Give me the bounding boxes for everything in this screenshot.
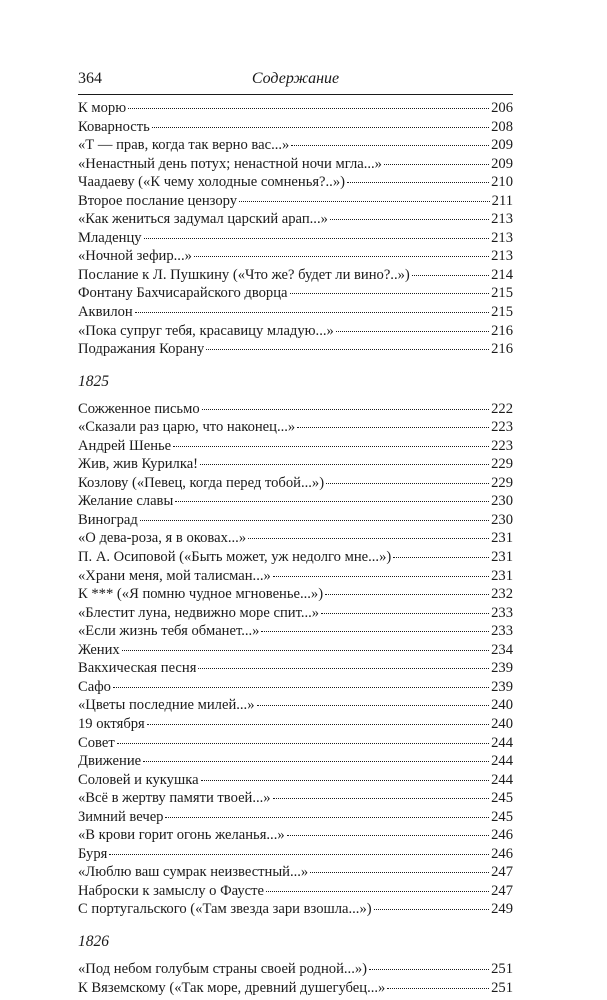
dot-leader <box>198 668 489 669</box>
entry-title: Второе послание цензору <box>78 192 238 209</box>
entry-page-number: 251 <box>491 960 513 977</box>
entry-title: «Цветы последние милей...» <box>78 697 255 714</box>
dot-leader <box>273 798 490 799</box>
dot-leader <box>266 891 489 892</box>
dot-leader <box>326 483 489 484</box>
entry-title: «О дева-роза, я в оковах...» <box>78 530 247 547</box>
entry-page-number: 213 <box>491 248 513 265</box>
toc-entry <box>78 752 513 771</box>
entry-title: Наброски к замыслу о Фаусте <box>78 882 264 899</box>
toc-entry <box>78 247 513 266</box>
dot-leader <box>152 127 489 128</box>
dot-leader <box>135 312 489 313</box>
toc-entry <box>78 826 513 845</box>
entry-page-number: 223 <box>491 419 513 436</box>
entry-title: Чаадаеву («К чему холодные сомненья?..») <box>78 174 345 191</box>
toc-entry <box>78 229 513 248</box>
entry-title: К *** («Я помню чудное мгновенье...») <box>78 586 324 603</box>
dot-leader <box>113 687 489 688</box>
dot-leader <box>109 854 489 855</box>
toc-entry <box>78 455 513 474</box>
entry-page-number: 222 <box>491 400 513 417</box>
entry-page-number: 206 <box>491 100 513 116</box>
dot-leader <box>310 872 489 873</box>
entry-page-number: 231 <box>491 549 513 566</box>
toc-entry <box>78 789 513 808</box>
toc-entry <box>78 882 513 901</box>
dot-leader <box>261 631 489 632</box>
dot-leader <box>412 275 489 276</box>
entry-page-number: 230 <box>491 493 513 510</box>
entry-title: К Вяземскому («Так море, древний душегубец...» <box>78 979 386 996</box>
dot-leader <box>239 201 490 202</box>
toc-entry <box>78 511 513 530</box>
entry-page-number: 210 <box>491 174 513 191</box>
entry-title: «В крови горит огонь желанья...» <box>78 827 285 844</box>
entry-title: Андрей Шенье <box>78 437 172 454</box>
entry-title: «Т — прав, когда так верно вас...» <box>78 137 290 154</box>
entry-title: Сожженное письмо <box>78 400 200 417</box>
entry-page-number: 215 <box>491 285 513 302</box>
dot-leader <box>248 538 489 539</box>
entry-page-number: 216 <box>491 341 513 358</box>
entry-title: Зимний вечер <box>78 808 164 825</box>
toc-entry <box>78 678 513 697</box>
dot-leader <box>374 909 490 910</box>
dot-leader <box>200 464 489 465</box>
toc-section <box>78 372 513 919</box>
dot-leader <box>202 409 489 410</box>
entry-title: Козлову («Певец, когда перед тобой...») <box>78 474 325 491</box>
toc-entry <box>78 771 513 790</box>
entry-page-number: 239 <box>491 660 513 677</box>
toc-entry <box>78 474 513 493</box>
entry-page-number: 245 <box>491 790 513 807</box>
entry-title: Подражания Корану <box>78 341 205 358</box>
toc-entry <box>78 136 513 155</box>
dot-leader <box>291 145 489 146</box>
entry-page-number: 245 <box>491 808 513 825</box>
toc-entry <box>78 400 513 419</box>
toc-entry <box>78 900 513 919</box>
entry-title: «Пока супруг тебя, красавицу младую...» <box>78 322 334 339</box>
dot-leader <box>290 293 490 294</box>
entry-page-number: 249 <box>491 901 513 918</box>
dot-leader <box>257 705 490 706</box>
entry-title: Фонтану Бахчисарайского дворца <box>78 285 288 302</box>
entry-title: «Если жизнь тебя обманет...» <box>78 623 260 640</box>
entry-page-number: 240 <box>491 697 513 714</box>
entry-page-number: 234 <box>491 641 513 658</box>
entry-page-number: 213 <box>491 229 513 246</box>
entry-page-number: 247 <box>491 864 513 881</box>
entry-title: Жив, жив Курилка! <box>78 456 199 473</box>
entry-title: «Под небом голубым страны своей родной...») <box>78 960 367 977</box>
toc-entry <box>78 567 513 586</box>
dot-leader <box>321 613 489 614</box>
entry-title: «Ночной зефир...» <box>78 248 192 265</box>
dot-leader <box>173 446 489 447</box>
entry-title: П. А. Осиповой («Быть может, уж недолго мне...») <box>78 549 392 566</box>
entry-title: 19 октября <box>78 715 145 732</box>
entry-page-number: 244 <box>491 753 513 770</box>
section-year-heading: 1825 <box>78 372 109 390</box>
entry-title: Коварность <box>78 118 150 135</box>
entry-page-number: 239 <box>491 678 513 695</box>
dot-leader <box>165 817 489 818</box>
page-number: 364 <box>78 70 102 87</box>
entry-page-number: 231 <box>491 567 513 584</box>
entry-title: «Ненастный день потух; ненастной ночи мгла...» <box>78 155 382 172</box>
dot-leader <box>330 219 489 220</box>
dot-leader <box>393 557 489 558</box>
dot-leader <box>194 256 489 257</box>
dot-leader <box>287 835 489 836</box>
dot-leader <box>336 331 489 332</box>
toc-list <box>78 99 513 997</box>
toc-entry <box>78 845 513 864</box>
dot-leader <box>175 501 489 502</box>
toc-entry <box>78 192 513 211</box>
toc-entry <box>78 418 513 437</box>
entry-page-number: 231 <box>491 530 513 547</box>
entry-page-number: 251 <box>491 979 513 996</box>
entry-title: «Храни меня, мой талисман...» <box>78 567 271 584</box>
running-head-title: Содержание <box>251 70 340 87</box>
entry-title: Совет <box>78 734 115 751</box>
dot-leader <box>144 238 490 239</box>
entry-page-number: 244 <box>491 771 513 788</box>
entry-page-number: 211 <box>491 192 513 209</box>
entry-page-number: 229 <box>491 474 513 491</box>
entry-title: К морю <box>78 100 127 116</box>
entry-page-number: 247 <box>491 882 513 899</box>
toc-entry <box>78 696 513 715</box>
toc-section <box>78 99 513 359</box>
toc-entry <box>78 437 513 456</box>
toc-entry <box>78 99 513 118</box>
entry-title: Соловей и кукушка <box>78 771 199 788</box>
entry-title: Сафо <box>78 678 111 695</box>
entry-page-number: 229 <box>491 456 513 473</box>
dot-leader <box>117 743 489 744</box>
entry-page-number: 246 <box>491 845 513 862</box>
entry-title: «Люблю ваш сумрак неизвестный...» <box>78 864 309 881</box>
dot-leader <box>347 182 489 183</box>
toc-entry <box>78 529 513 548</box>
toc-entry <box>78 118 513 137</box>
entry-page-number: 233 <box>491 604 513 621</box>
entry-title: Аквилон <box>78 304 133 321</box>
toc-entry <box>78 173 513 192</box>
entry-page-number: 246 <box>491 827 513 844</box>
entry-page-number: 244 <box>491 734 513 751</box>
toc-entry <box>78 548 513 567</box>
toc-entry <box>78 659 513 678</box>
running-head <box>78 70 513 94</box>
toc-entry <box>78 622 513 641</box>
entry-title: Движение <box>78 753 142 770</box>
dot-leader <box>206 349 489 350</box>
entry-page-number: 216 <box>491 322 513 339</box>
entry-page-number: 213 <box>491 211 513 228</box>
toc-entry <box>78 641 513 660</box>
section-year-heading: 1826 <box>78 932 109 950</box>
toc-entry <box>78 266 513 285</box>
entry-page-number: 240 <box>491 715 513 732</box>
entry-page-number: 233 <box>491 623 513 640</box>
toc-entry <box>78 210 513 229</box>
entry-title: Буря <box>78 845 108 862</box>
toc-entry <box>78 585 513 604</box>
entry-title: Младенцу <box>78 229 142 246</box>
toc-entry <box>78 979 513 998</box>
entry-title: «Как жениться задумал царский арап...» <box>78 211 328 228</box>
dot-leader <box>147 724 489 725</box>
toc-entry <box>78 734 513 753</box>
dot-leader <box>122 650 489 651</box>
dot-leader <box>201 780 490 781</box>
header-rule <box>78 94 513 95</box>
toc-entry <box>78 960 513 979</box>
entry-title: Желание славы <box>78 493 174 510</box>
dot-leader <box>369 969 489 970</box>
toc-section <box>78 932 513 997</box>
dot-leader <box>140 520 489 521</box>
toc-page <box>78 70 513 997</box>
entry-page-number: 214 <box>491 266 513 283</box>
entry-title: Послание к Л. Пушкину («Что же? будет ли вино?..») <box>78 266 410 283</box>
toc-entry <box>78 322 513 341</box>
toc-entry <box>78 863 513 882</box>
entry-title: «Всё в жертву памяти твоей...» <box>78 790 271 807</box>
entry-page-number: 209 <box>491 155 513 172</box>
entry-page-number: 230 <box>491 511 513 528</box>
toc-entry <box>78 155 513 174</box>
entry-page-number: 208 <box>491 118 513 135</box>
toc-entry <box>78 284 513 303</box>
toc-entry <box>78 808 513 827</box>
dot-leader <box>387 988 489 989</box>
dot-leader <box>143 761 489 762</box>
entry-title: «Блестит луна, недвижно море спит...» <box>78 604 320 621</box>
dot-leader <box>297 427 489 428</box>
toc-entry <box>78 340 513 359</box>
toc-entry <box>78 492 513 511</box>
dot-leader <box>384 164 489 165</box>
entry-title: Виноград <box>78 511 138 528</box>
dot-leader <box>325 594 489 595</box>
entry-page-number: 209 <box>491 137 513 154</box>
entry-page-number: 215 <box>491 304 513 321</box>
dot-leader <box>128 108 489 109</box>
toc-entry <box>78 715 513 734</box>
entry-title: Вакхическая песня <box>78 660 197 677</box>
toc-entry <box>78 303 513 322</box>
entry-title: «Сказали раз царю, что наконец...» <box>78 419 296 436</box>
entry-page-number: 223 <box>491 437 513 454</box>
dot-leader <box>273 576 489 577</box>
entry-title: С португальского («Там звезда зари взошла...») <box>78 901 372 918</box>
toc-entry <box>78 604 513 623</box>
entry-page-number: 232 <box>491 586 513 603</box>
entry-title: Жених <box>78 641 120 658</box>
